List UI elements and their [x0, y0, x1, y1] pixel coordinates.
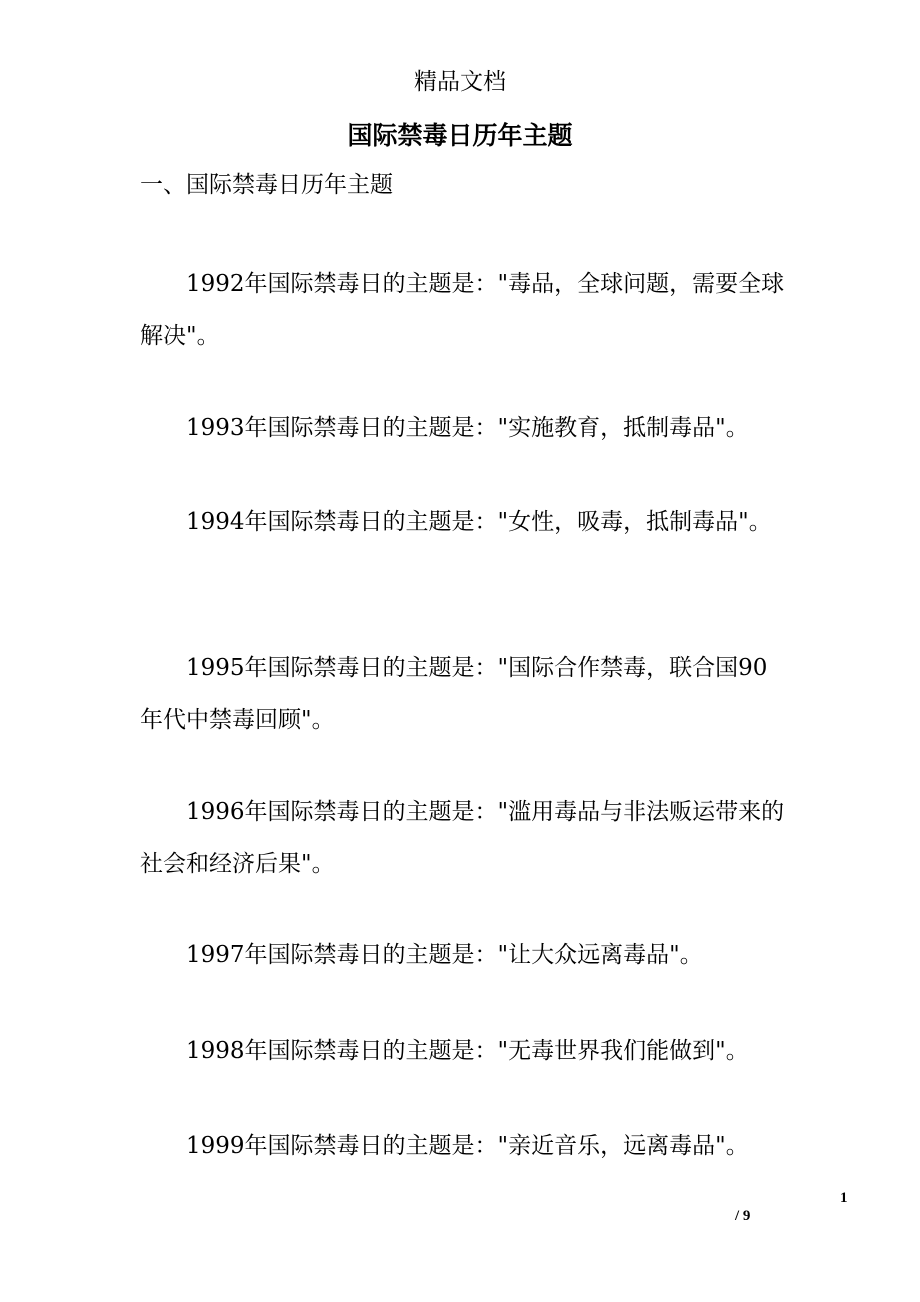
paragraph-1996: 1996年国际禁毒日的主题是："滥用毒品与非法贩运带来的社会和经济后果"。 [140, 799, 785, 877]
paragraph-1993: 1993年国际禁毒日的主题是："实施教育，抵制毒品"。 [186, 415, 749, 441]
paragraph-1994: 1994年国际禁毒日的主题是："女性，吸毒，抵制毒品"。 [186, 509, 772, 535]
header-label: 精品文档 [414, 69, 506, 95]
paragraph-1995: 1995年国际禁毒日的主题是："国际合作禁毒，联合国90年代中禁毒回顾"。 [140, 655, 768, 733]
document-title: 国际禁毒日历年主题 [347, 121, 573, 150]
section-heading: 一、国际禁毒日历年主题 [140, 172, 393, 198]
paragraph-1998: 1998年国际禁毒日的主题是："无毒世界我们能做到"。 [186, 1038, 749, 1064]
page-number: 1 [840, 1190, 848, 1206]
paragraph-1999: 1999年国际禁毒日的主题是："亲近音乐，远离毒品"。 [186, 1133, 749, 1159]
page-total: / 9 [735, 1208, 751, 1224]
paragraph-1992: 1992年国际禁毒日的主题是："毒品，全球问题，需要全球解决"。 [140, 271, 785, 349]
paragraph-1997: 1997年国际禁毒日的主题是："让大众远离毒品"。 [186, 942, 703, 968]
